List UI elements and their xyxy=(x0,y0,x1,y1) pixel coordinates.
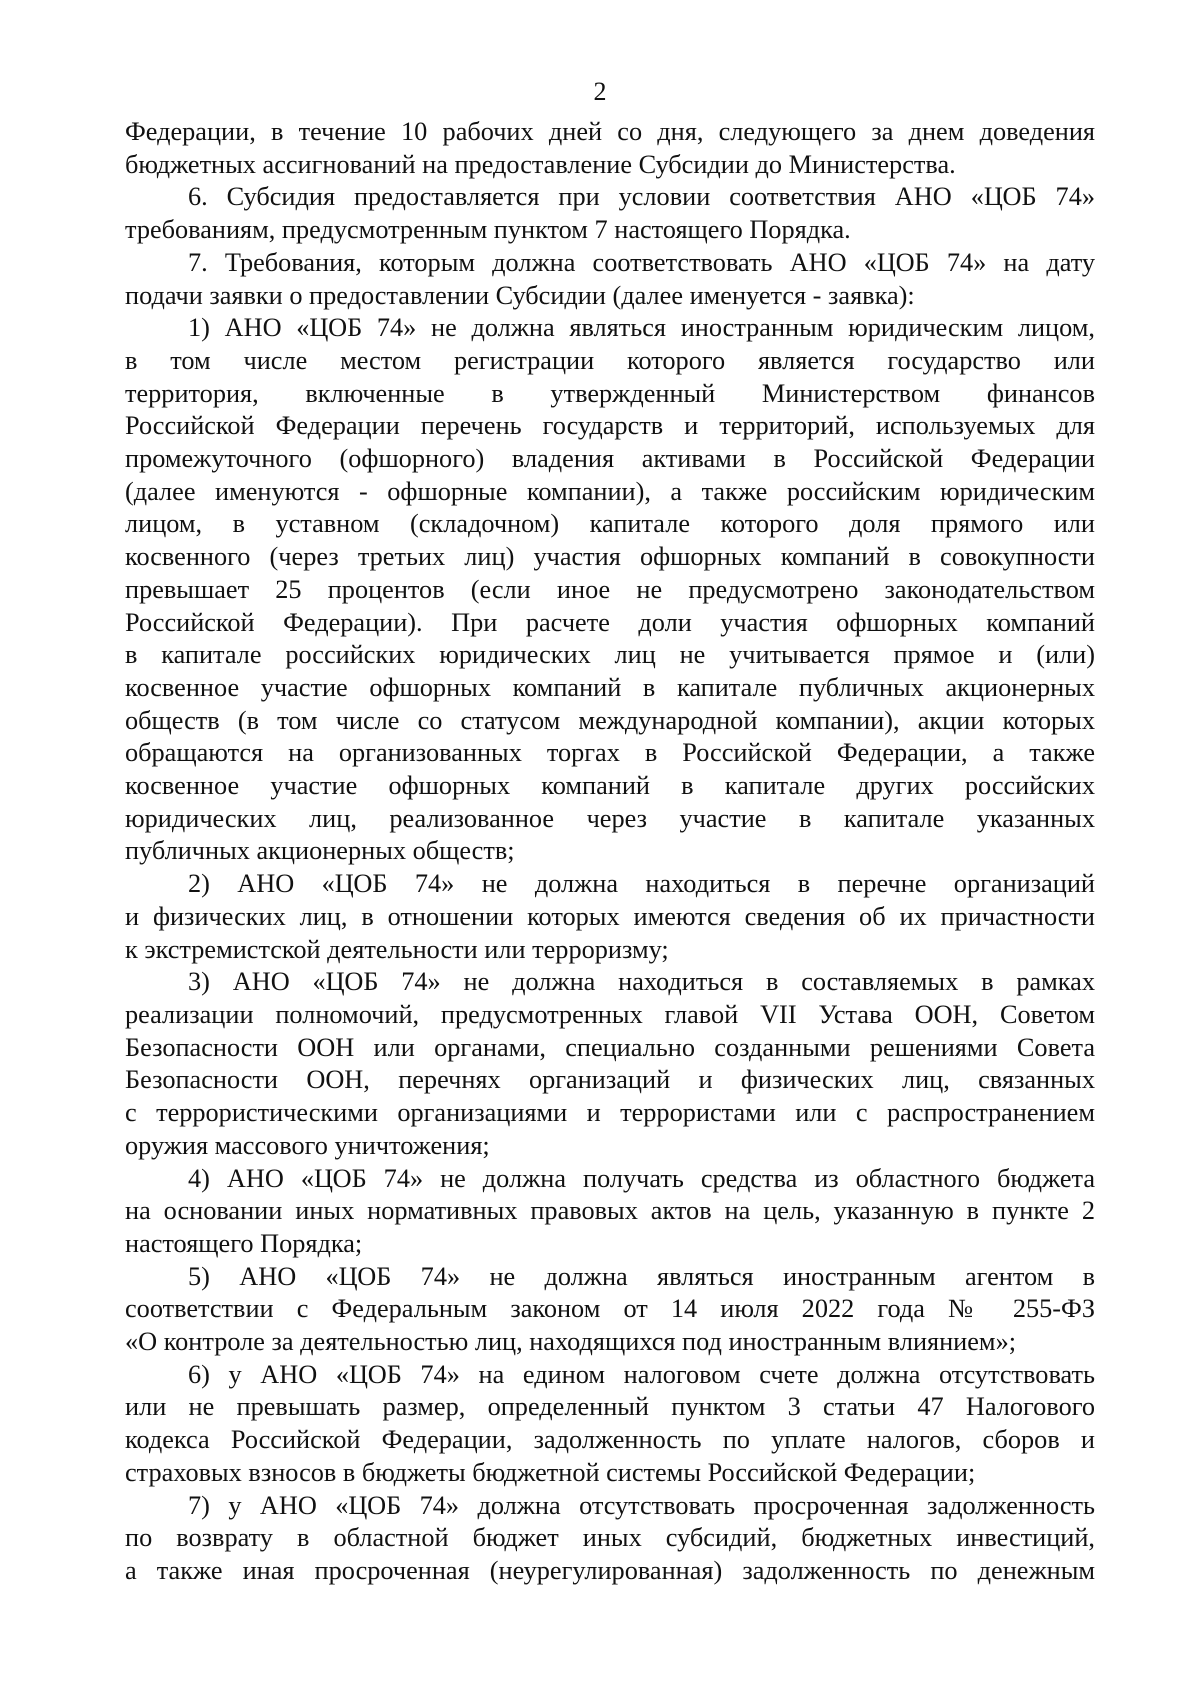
page-number: 2 xyxy=(593,77,607,106)
text-line: к экстремистской деятельности или терроризму; xyxy=(125,934,669,964)
text-line: страховых взносов в бюджеты бюджетной системы Российской Федерации; xyxy=(125,1457,976,1487)
text-line: 7. Требования, которым должна соответствовать АНО «ЦОБ 74» на дату xyxy=(188,247,1095,277)
text-line: реализации полномочий, предусмотренных главой VII Устава ООН, Советом xyxy=(125,999,1095,1029)
paragraph-p7-6 xyxy=(125,1359,1095,1490)
paragraph-p6 xyxy=(125,181,1095,246)
text-line: обращаются на организованных торгах в Российской Федерации, а также xyxy=(125,738,1095,768)
text-line: 1) АНО «ЦОБ 74» не должна являться иностранным юридическим лицом, xyxy=(188,313,1095,343)
text-line: косвенного (через третьих лиц) участия офшорных компаний в совокупности xyxy=(125,542,1095,572)
text-line: Федерации, в течение 10 рабочих дней со дня, следующего за днем доведения xyxy=(125,117,1095,146)
paragraph-p7-4 xyxy=(125,1163,1095,1261)
text-line: настоящего Порядка; xyxy=(125,1228,363,1258)
text-line: Безопасности ООН или органами, специально созданными решениями Совета xyxy=(125,1032,1095,1062)
text-line: косвенное участие офшорных компаний в капитале публичных акционерных xyxy=(125,672,1095,702)
text-line: соответствии с Федеральным законом от 14 июля 2022 года № 255-ФЗ xyxy=(125,1294,1095,1324)
paragraph-p7-7 xyxy=(125,1490,1095,1588)
paragraph-p7-1 xyxy=(125,312,1095,868)
paragraph-p7 xyxy=(125,247,1095,312)
text-line: бюджетных ассигнований на предоставление Субсидии до Министерства. xyxy=(125,149,956,179)
paragraph-p7-3 xyxy=(125,966,1095,1162)
text-line: 6. Субсидия предоставляется при условии соответствия АНО «ЦОБ 74» xyxy=(188,182,1095,212)
text-line: юридических лиц, реализованное через участие в капитале указанных xyxy=(125,803,1095,833)
text-line: превышает 25 процентов (если иное не предусмотрено законодательством xyxy=(125,574,1095,604)
text-line: 6) у АНО «ЦОБ 74» на едином налоговом счете должна отсутствовать xyxy=(188,1359,1095,1389)
text-line: требованиям, предусмотренным пунктом 7 настоящего Порядка. xyxy=(125,215,851,245)
text-line: обществ (в том числе со статусом международной компании), акции которых xyxy=(125,705,1095,735)
text-line: косвенное участие офшорных компаний в капитале других российских xyxy=(125,771,1095,801)
text-line: или не превышать размер, определенный пунктом 3 статьи 47 Налогового xyxy=(125,1392,1095,1422)
text-line: кодекса Российской Федерации, задолженность по уплате налогов, сборов и xyxy=(125,1425,1095,1455)
text-line: Безопасности ООН, перечнях организаций и физических лиц, связанных xyxy=(125,1065,1095,1095)
text-line: публичных акционерных обществ; xyxy=(125,836,515,866)
text-line: Российской Федерации перечень государств и территорий, используемых для xyxy=(125,411,1095,441)
text-line: 2) АНО «ЦОБ 74» не должна находиться в перечне организаций xyxy=(188,869,1095,899)
text-line: на основании иных нормативных правовых актов на цель, указанную в пункте 2 xyxy=(125,1196,1095,1226)
text-line: подачи заявки о предоставлении Субсидии (далее именуется - заявка): xyxy=(125,280,915,310)
text-line: оружия массового уничтожения; xyxy=(125,1130,490,1160)
text-line: территория, включенные в утвержденный Министерством финансов xyxy=(125,378,1095,408)
text-line: с террористическими организациями и террористами или с распространением xyxy=(125,1098,1095,1128)
text-line: лицом, в уставном (складочном) капитале которого доля прямого или xyxy=(125,509,1095,539)
paragraph-p0 xyxy=(125,116,1095,181)
text-line: промежуточного (офшорного) владения активами в Российской Федерации xyxy=(125,444,1095,474)
text-line: 3) АНО «ЦОБ 74» не должна находиться в составляемых в рамках xyxy=(188,967,1095,997)
text-line: а также иная просроченная (неурегулированная) задолженность по денежным xyxy=(125,1555,1095,1585)
text-line: Российской Федерации). При расчете доли участия офшорных компаний xyxy=(125,607,1095,637)
text-line: (далее именуются - офшорные компании), а также российским юридическим xyxy=(125,476,1095,506)
text-line: в капитале российских юридических лиц не учитывается прямое и (или) xyxy=(125,640,1095,670)
paragraph-p7-2 xyxy=(125,868,1095,966)
text-line: по возврату в областной бюджет иных субсидий, бюджетных инвестиций, xyxy=(125,1523,1095,1553)
paragraph-p7-5 xyxy=(125,1261,1095,1359)
text-line: 7) у АНО «ЦОБ 74» должна отсутствовать просроченная задолженность xyxy=(188,1490,1095,1520)
text-line: 4) АНО «ЦОБ 74» не должна получать средства из областного бюджета xyxy=(188,1163,1095,1193)
text-line: в том числе местом регистрации которого является государство или xyxy=(125,345,1095,375)
document-body xyxy=(125,116,1095,1588)
text-line: 5) АНО «ЦОБ 74» не должна являться иностранным агентом в xyxy=(188,1261,1095,1291)
text-line: и физических лиц, в отношении которых имеются сведения об их причастности xyxy=(125,901,1095,931)
text-line: «О контроле за деятельностью лиц, находящихся под иностранным влиянием»; xyxy=(125,1327,1017,1357)
